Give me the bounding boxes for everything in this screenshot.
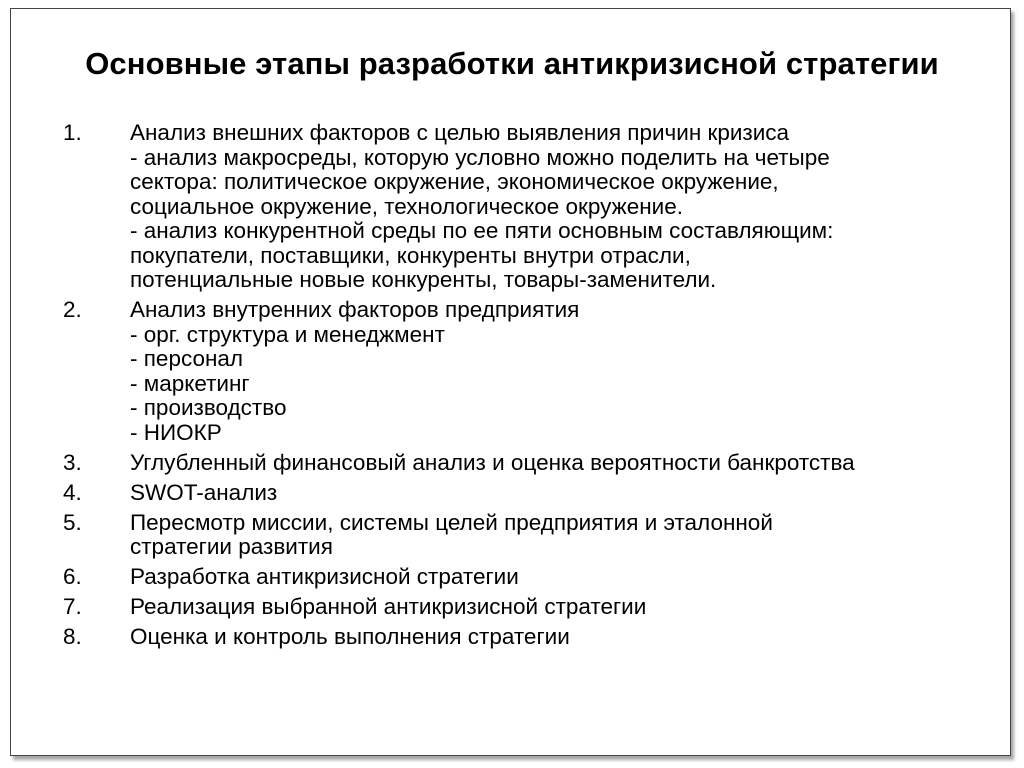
list-item (60, 121, 980, 293)
item-number: 8. (63, 624, 82, 649)
item-number: 7. (63, 594, 82, 619)
item-text-line: - производство (130, 395, 287, 420)
item-text-line: - персонал (130, 346, 244, 371)
list-item (60, 625, 980, 650)
item-text-line: - анализ конкурентной среды по ее пяти основным составляющим: (130, 218, 834, 243)
item-text-line: потенциальные новые конкуренты, товары-заменители. (130, 267, 717, 292)
item-text-line: Анализ внешних факторов с целью выявления причин кризиса (130, 120, 790, 145)
item-number: 6. (63, 564, 82, 589)
list-item (60, 451, 980, 476)
item-number: 3. (63, 449, 82, 475)
item-text-line: Углубленный финансовый анализ и оценка вероятности банкротства (130, 449, 855, 475)
item-text-line: - анализ макросреды, которую условно можно поделить на четыре (130, 144, 830, 170)
item-text-line: Разработка антикризисной стратегии (130, 564, 519, 589)
list-item (60, 595, 980, 620)
stages-list (60, 121, 980, 655)
item-text-line: Оценка и контроль выполнения стратегии (130, 624, 570, 649)
item-text-line: стратегии развития (130, 534, 333, 559)
item-text-line: - маркетинг (130, 370, 250, 396)
item-text-line: покупатели, поставщики, конкуренты внутри отрасли, (130, 242, 691, 268)
list-item (60, 298, 980, 445)
list-item (60, 565, 980, 590)
item-number: 1. (63, 120, 82, 145)
item-text-line: сектора: политическое окружение, экономическое окружение, (130, 169, 779, 194)
item-text-line: - НИОКР (130, 419, 222, 445)
item-text-line: SWOT-анализ (130, 479, 278, 505)
item-number: 4. (63, 479, 82, 505)
list-item (60, 511, 980, 560)
item-text-line: социальное окружение, технологическое окружение. (130, 193, 683, 219)
item-text-line: Реализация выбранной антикризисной стратегии (130, 594, 647, 619)
item-number: 5. (63, 509, 82, 535)
item-text-line: Анализ внутренних факторов предприятия (130, 297, 580, 322)
slide-title: Основные этапы разработки антикризисной стратегии (85, 46, 939, 81)
list-item (60, 481, 980, 506)
item-number: 2. (63, 297, 82, 322)
item-text-line: - орг. структура и менеджмент (130, 321, 445, 347)
item-text-line: Пересмотр миссии, системы целей предприятия и эталонной (130, 509, 773, 535)
